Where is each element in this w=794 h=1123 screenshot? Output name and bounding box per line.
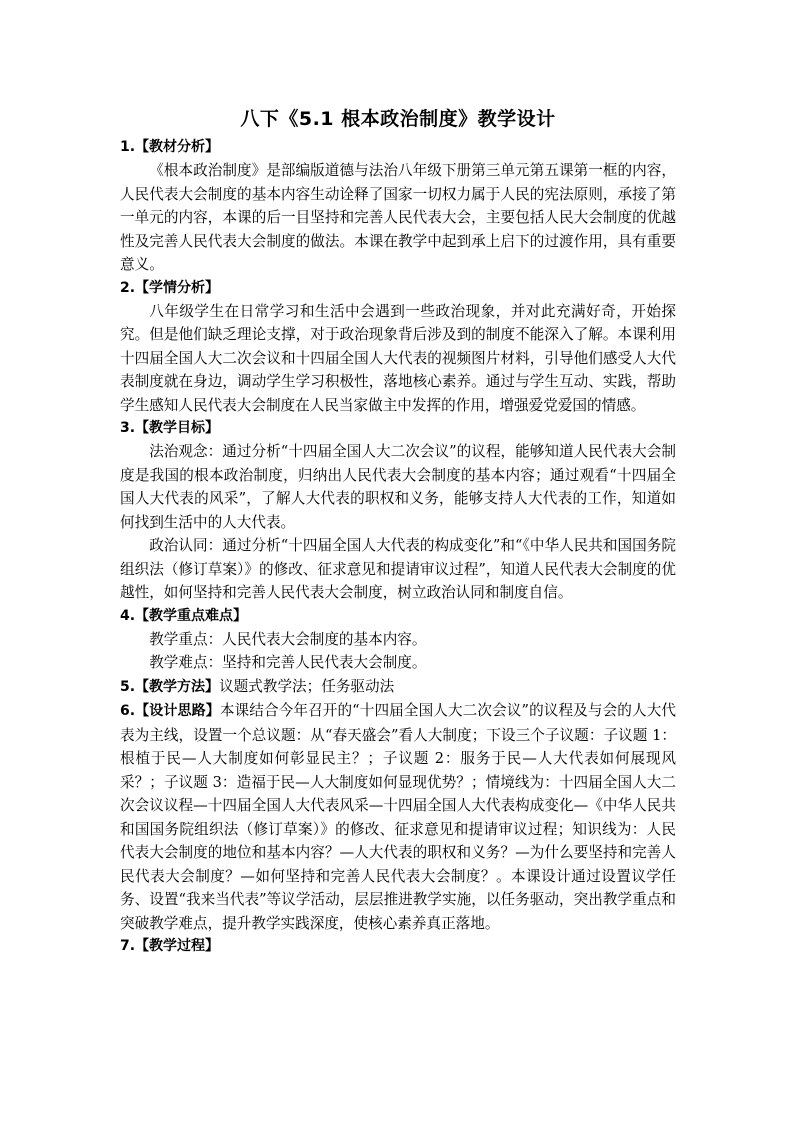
section-heading-key-points: 4.【教学重点难点】 <box>120 607 248 624</box>
student-analysis-paragraph: 八年级学生在日常学习和生活中会遇到一些政治现象，并对此充满好奇，开始探究。但是他们缺乏理论支撑，对于政治现象背后涉及到的制度不能深入了解。本课利用十四届全国人大二次会议和十四届全国人大代表的视频图片材料，引导他们感受人大代表制度就在身边，调动学生学习积极性，落地核心素养。通过与学生互动、实践，帮助学生感知人民代表大会制度在人民当家做主中发挥的作用，增强爱党爱国的情感。 <box>120 302 676 414</box>
key-point-paragraph: 教学重点：人民代表大会制度的基本内容。 <box>149 630 427 648</box>
design-idea-paragraph <box>120 699 676 935</box>
section-heading-teaching-process: 7.【教学过程】 <box>120 938 220 954</box>
section-heading-teaching-goals: 3.【教学目标】 <box>120 420 220 436</box>
teaching-methods-text: 议题式教学法；任务驱动法 <box>219 677 395 695</box>
section-heading-textbook-analysis: 1.【教材分析】 <box>120 139 220 155</box>
difficult-point-paragraph: 教学难点：坚持和完善人民代表大会制度。 <box>149 654 427 671</box>
document-page <box>120 104 676 958</box>
teaching-goal-rule-of-law: 法治观念：通过分析“十四届全国人大二次会议”的议程，能够知道人民代表大会制度是我国的根本政治制度，归纳出人民代表大会制度的基本内容；通过观看“十四届全国人大代表的风采”，了解人大代表的职权和义务，能够支持人大代表的工作，知道如何找到生活中的人大代表。 <box>120 443 676 531</box>
teaching-goal-political-identity: 政治认同：通过分析“十四届全国人大代表的构成变化”和“《中华人民共和国国务院组织法（修订草案）》的修改、征求意见和提请审议过程”，知道人民代表大会制度的优越性，如何坚持和完善人民代表大会制度，树立政治认同和制度自信。 <box>120 537 676 601</box>
section-heading-student-analysis: 2.【学情分析】 <box>120 279 220 296</box>
section-heading-teaching-methods: 5.【教学方法】 <box>120 678 220 695</box>
design-idea-text: 本课结合今年召开的“十四届全国人大二次会议”的议程及与会的人大代表为主线，设置一个总议题：从“春天盛会”看人大制度；下设三个子议题：子议题 1：根植于民—人大制度如何彰显民主？；子议题 2：服务于民—人大代表如何展现风采？；子议题 3：造福于民—人大制度如何显现优势？；情境线为：十四届全国人大二次会议议程—十四届全国人大代表风采—十四届全国人大代表构成变化—《中华人民共和国国务院组织法（修订草案）》的修改、征求意见和提请审议过程；知识线为：人民代表大会制度的地位和基本内容？—人大代表的职权和义务？—为什么要坚持和完善人民代表大会制度？—如何坚持和完善人民代表大会制度？。本课设计通过设置议学任务、设置“我来当代表”等议学活动，层层推进教学实施，以任务驱动，突出教学重点和突破教学难点，提升教学实践深度，使核心素养真正落地。 <box>120 702 676 932</box>
textbook-analysis-paragraph: 《根本政治制度》是部编版道德与法治八年级下册第三单元第五课第一框的内容，人民代表大会制度的基本内容生动诠释了国家一切权力属于人民的宪法原则，承接了第一单元的内容，本课的后一目坚持和完善人民代表大会，主要包括人民大会制度的优越性及完善人民代表大会制度的做法。本课在教学中起到承上启下的过渡作用，具有重要意义。 <box>120 162 676 273</box>
section-heading-design-idea: 6.【设计思路】 <box>120 703 220 719</box>
teaching-methods-line <box>120 675 676 700</box>
document-title: 八下《5.1 根本政治制度》教学设计 <box>240 108 556 130</box>
